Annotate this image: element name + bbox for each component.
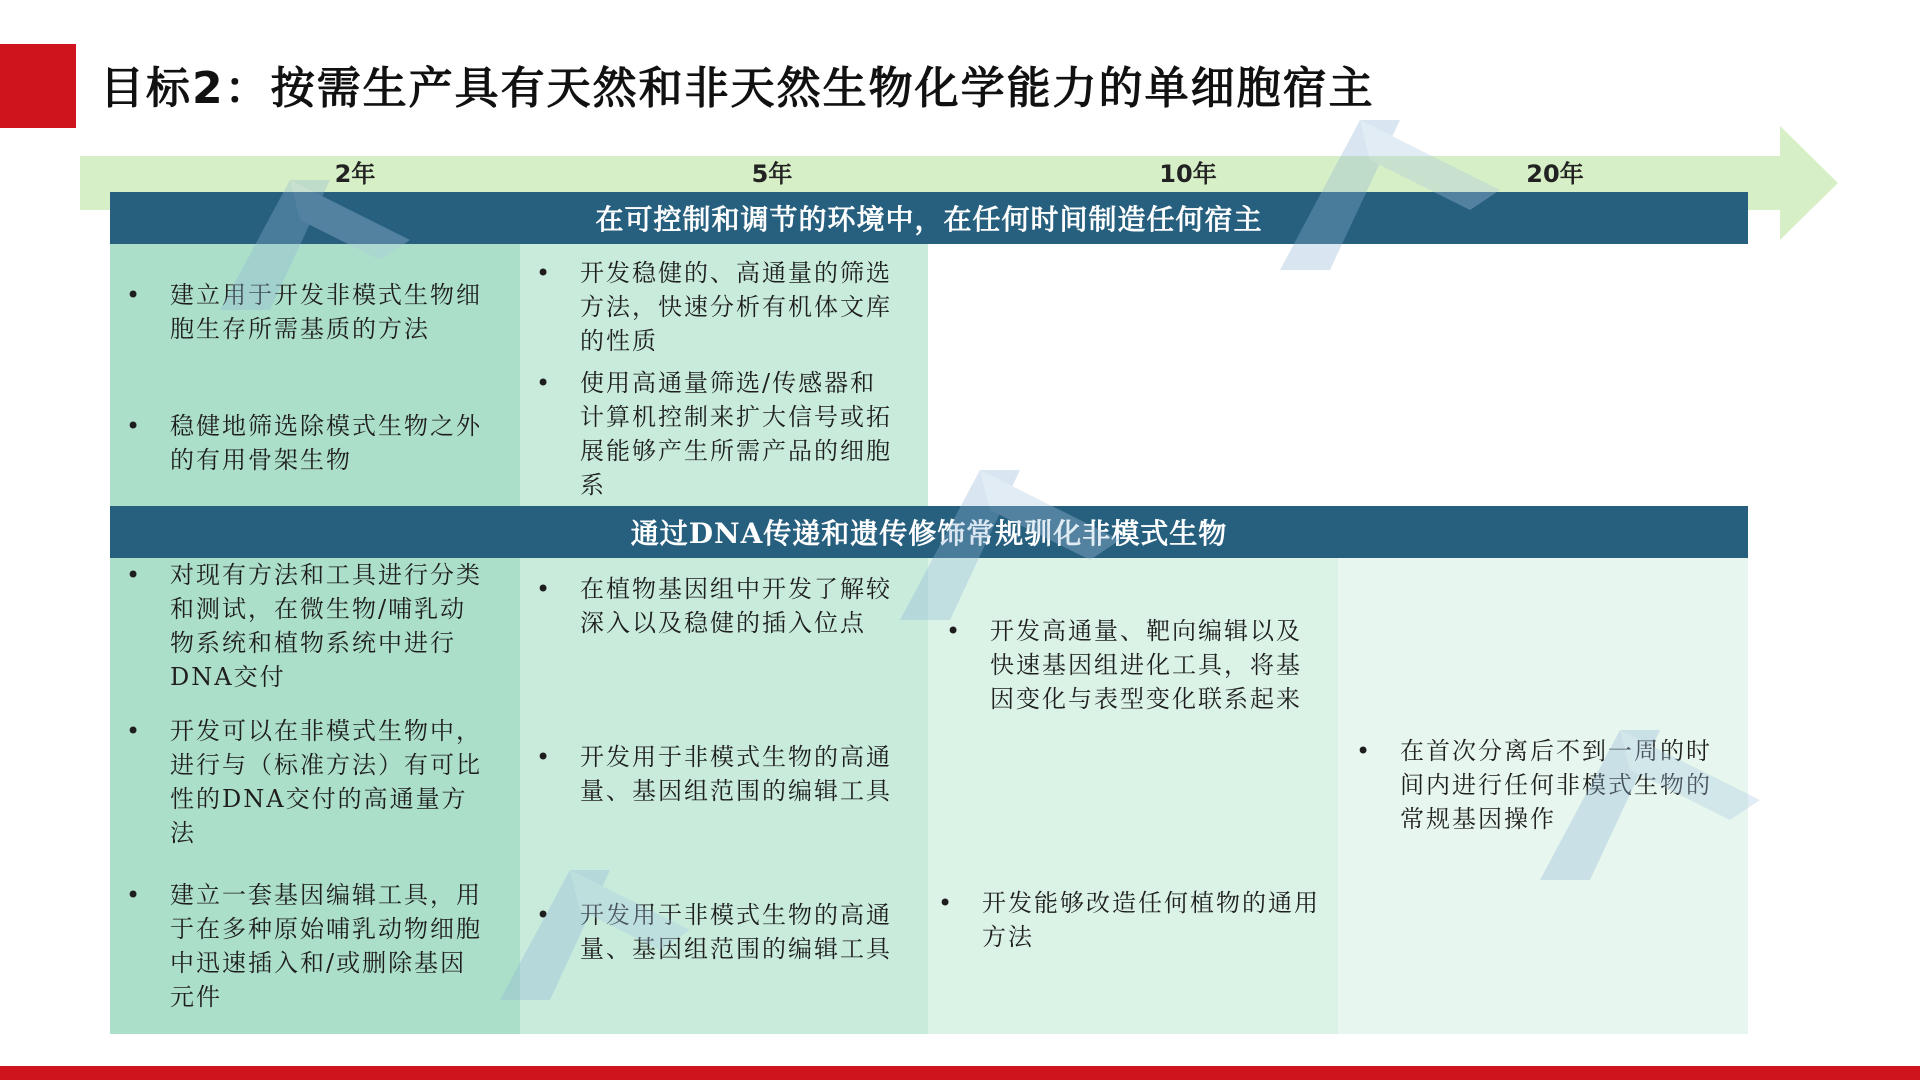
section2-col3-item: • 开发能够改造任何植物的通用方法 xyxy=(982,886,1322,954)
section2-col1-item: • 建立一套基因编辑工具，用于在多种原始哺乳动物细胞中迅速插入和/或删除基因元件 xyxy=(170,878,490,1014)
title-accent-block xyxy=(0,44,76,128)
page-title: 目标2：按需生产具有天然和非天然生物化学能力的单细胞宿主 xyxy=(100,63,1375,114)
section2-col2-item: • 开发用于非模式生物的高通量、基因组范围的编辑工具 xyxy=(580,898,900,966)
timeline-year-20: 20年 xyxy=(1526,160,1584,188)
section1-col1-item: • 稳健地筛选除模式生物之外的有用骨架生物 xyxy=(170,409,490,477)
section2-band: 通过DNA传递和遗传修饰常规驯化非模式生物 xyxy=(110,506,1748,558)
section2-col1-item: • 对现有方法和工具进行分类和测试，在微生物/哺乳动物系统和植物系统中进行DNA交付 xyxy=(170,558,490,694)
section2-col1-item: • 开发可以在非模式生物中，进行与（标准方法）有可比性的DNA交付的高通量方法 xyxy=(170,714,490,850)
section2-col4-item: • 在首次分离后不到一周的时间内进行任何非模式生物的常规基因操作 xyxy=(1400,734,1720,836)
bottom-accent-bar xyxy=(0,1066,1920,1080)
section1-band: 在可控制和调节的环境中，在任何时间制造任何宿主 xyxy=(110,192,1748,244)
timeline-year-2: 2年 xyxy=(334,160,376,188)
timeline-year-10: 10年 xyxy=(1159,160,1217,188)
section1-col1-item: • 建立用于开发非模式生物细胞生存所需基质的方法 xyxy=(170,278,490,346)
timeline-year-5: 5年 xyxy=(751,160,793,188)
section1-col2-item: • 使用高通量筛选/传感器和计算机控制来扩大信号或拓展能够产生所需产品的细胞系 xyxy=(580,366,900,502)
section2-col2-item: • 开发用于非模式生物的高通量、基因组范围的编辑工具 xyxy=(580,740,900,808)
section2-col3-item: • 开发高通量、靶向编辑以及快速基因组进化工具，将基因变化与表型变化联系起来 xyxy=(990,614,1310,716)
section1-col2-item: • 开发稳健的、高通量的筛选方法，快速分析有机体文库的性质 xyxy=(580,256,900,358)
section2-col2-item: • 在植物基因组中开发了解较深入以及稳健的插入位点 xyxy=(580,572,900,640)
